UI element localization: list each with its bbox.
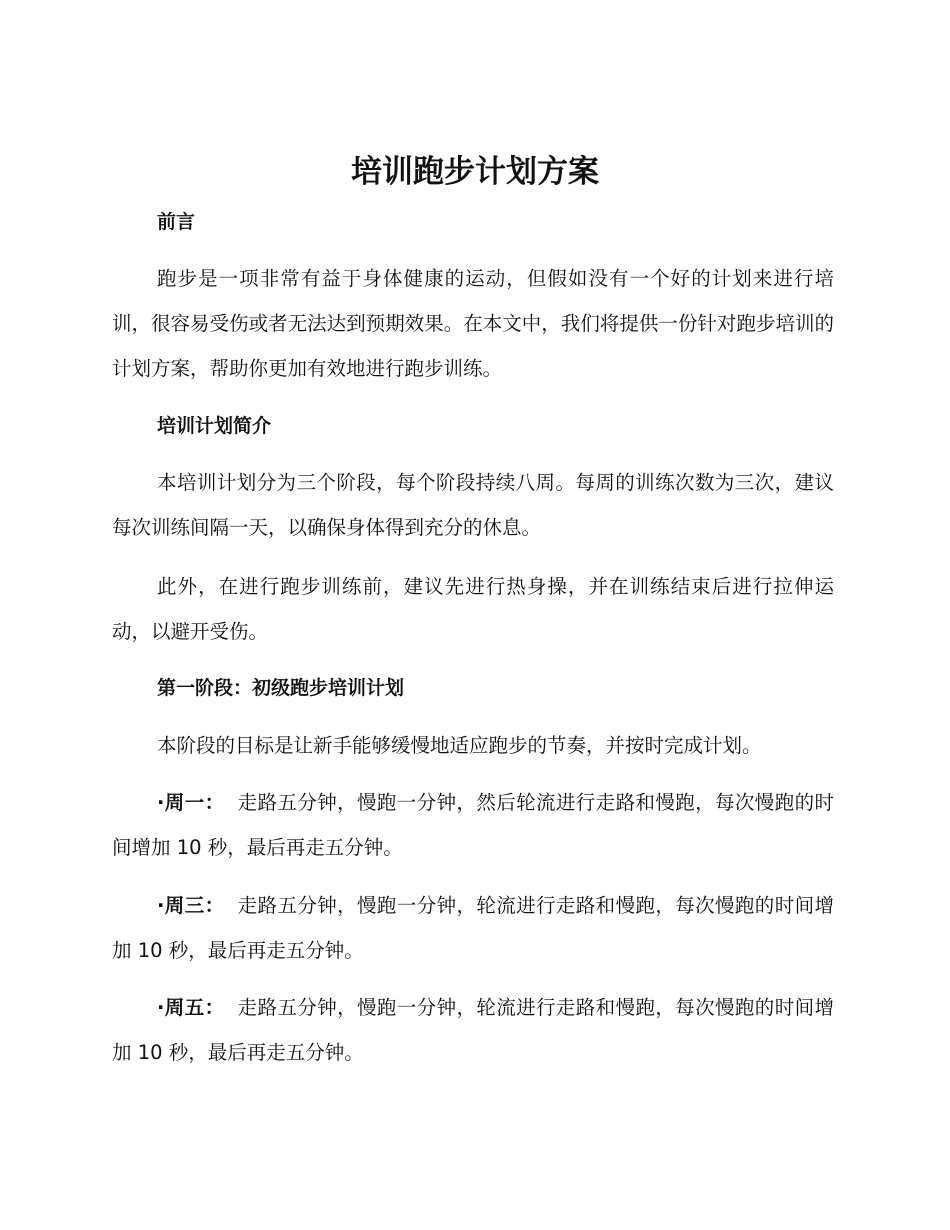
paragraph-preface: 跑步是一项非常有益于身体健康的运动，但假如没有一个好的计划来进行培训，很容易受伤或者无法达到预期效果。在本文中，我们将提供一份针对跑步培训的计划方案，帮助你更加有效地进行跑步训练。 (112, 267, 834, 380)
list-item-label: 周三： (164, 894, 225, 917)
list-item-label: 周一： (164, 791, 225, 814)
list-item-text: 走路五分钟，慢跑一分钟，轮流进行走路和慢跑，每次慢跑的时间增加 10 秒，最后再走五分钟。 (112, 894, 834, 962)
list-item-label: 周五： (164, 996, 225, 1019)
list-item-text: 走路五分钟，慢跑一分钟，然后轮流进行走路和慢跑，每次慢跑的时间增加 10 秒，最后再走五分钟。 (112, 791, 834, 859)
paragraph-stage1: 本阶段的目标是让新手能够缓慢地适应跑步的节奏，并按时完成计划。 (157, 734, 762, 757)
list-item-monday (112, 780, 834, 870)
bullet-dot-icon: · (157, 996, 165, 1019)
list-item-friday (112, 985, 834, 1075)
section-heading-stage1: 第一阶段：初级跑步培训计划 (157, 677, 405, 699)
section-heading-intro: 培训计划简介 (157, 415, 272, 437)
list-item-text: 走路五分钟，慢跑一分钟，轮流进行走路和慢跑，每次慢跑的时间增加 10 秒，最后再走五分钟。 (112, 996, 834, 1064)
paragraph-intro-2: 此外，在进行跑步训练前，建议先进行热身操，并在训练结束后进行拉伸运动，以避开受伤。 (112, 575, 834, 643)
paragraph-intro-1: 本培训计划分为三个阶段，每个阶段持续八周。每周的训练次数为三次，建议每次训练间隔一天，以确保身体得到充分的休息。 (112, 471, 834, 539)
bullet-dot-icon: · (157, 894, 165, 917)
section-heading-preface: 前言 (157, 211, 196, 233)
list-item-wednesday (112, 883, 834, 973)
bullet-dot-icon: · (157, 791, 165, 814)
document-title: 培训跑步计划方案 (351, 154, 599, 190)
